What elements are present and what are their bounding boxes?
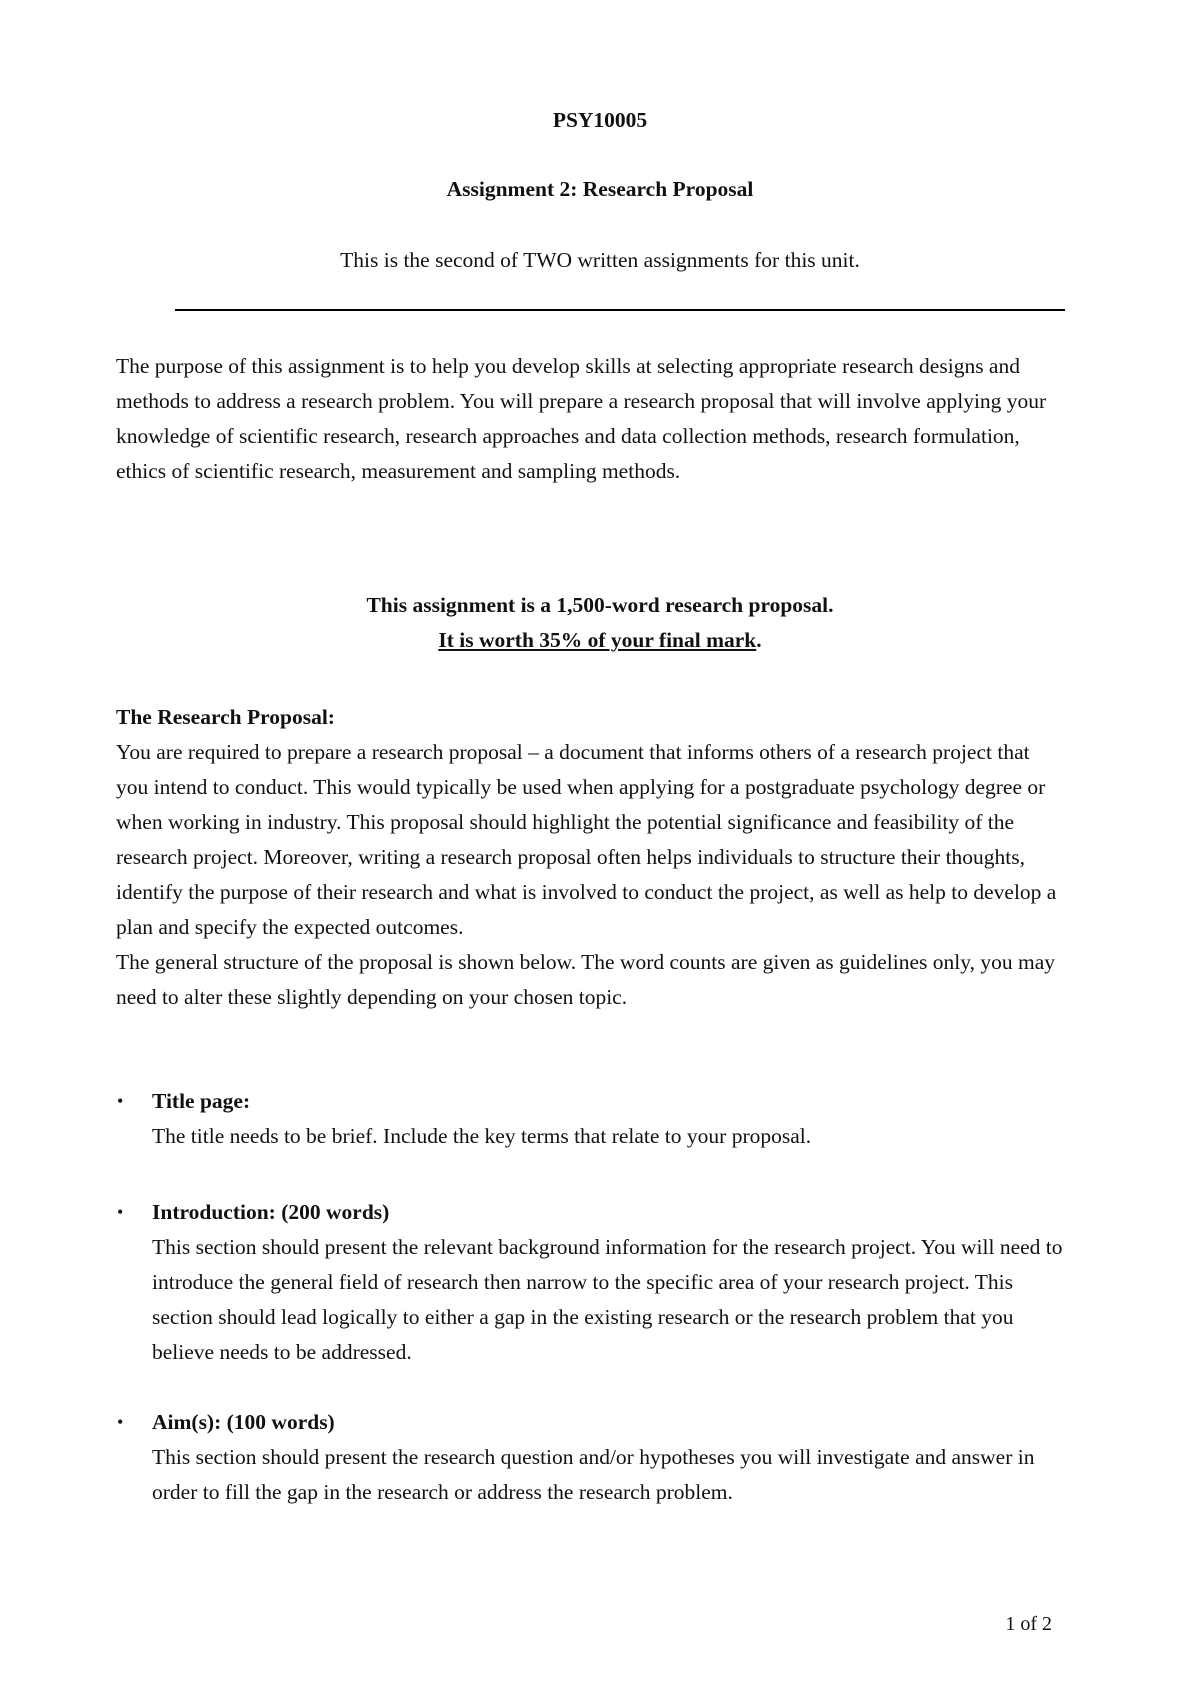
bullet-icon: • — [117, 1202, 124, 1222]
list-item-body: This section should present the relevant background information for the research project. You will need to introduce the general field of research then narrow to the specific area of your research project. This section should lead logically to either a gap in the existing research or the research problem that you believe needs to be addressed. — [152, 1235, 1063, 1364]
bullet-icon: • — [117, 1412, 124, 1432]
bullet-icon: • — [117, 1091, 124, 1111]
list-item-title: Introduction: (200 words) — [152, 1200, 390, 1224]
purpose-paragraph: The purpose of this assignment is to help you develop skills at selecting appropriate research designs and methods to address a research problem. You will prepare a research proposal that will involve applying your knowledge of scientific research, research approaches and data collection methods, research formulation, ethics of scientific research, measurement and sampling methods. — [116, 354, 1047, 483]
list-item-introduction — [152, 1195, 1072, 1370]
word-count-line: This assignment is a 1,500-word research proposal. — [366, 593, 834, 617]
proposal-paragraph-1: You are required to prepare a research proposal – a document that informs others of a research project that you intend to conduct. This would typically be used when applying for a postgraduate psychology degree or when working in industry. This proposal should highlight the potential significance and feasibility of the research project. Moreover, writing a research proposal often helps individuals to structure their thoughts, identify the purpose of their research and what is involved to conduct the project, as well as help to develop a plan and specify the expected outcomes. — [116, 740, 1057, 939]
proposal-paragraph-2: The general structure of the proposal is shown below. The word counts are given as guidelines only, you may need to alter these slightly depending on your chosen topic. — [116, 950, 1055, 1009]
horizontal-rule — [175, 309, 1065, 311]
list-item-title-page — [152, 1084, 1072, 1154]
assignment-title: Assignment 2: Research Proposal — [446, 177, 754, 201]
list-item-title: Aim(s): (100 words) — [152, 1410, 335, 1434]
worth-period: . — [756, 628, 762, 652]
page-number: 1 of 2 — [1005, 1613, 1052, 1635]
list-item-title: Title page: — [152, 1089, 251, 1113]
worth-text: It is worth 35% of your final mark — [438, 628, 757, 652]
list-item-aims — [152, 1405, 1072, 1510]
worth-line — [0, 628, 1200, 653]
list-item-body: This section should present the research question and/or hypotheses you will investigate and answer in order to fill the gap in the research or address the research problem. — [152, 1445, 1035, 1504]
proposal-heading: The Research Proposal: — [116, 705, 335, 729]
proposal-section — [116, 700, 1066, 1015]
assignment-subtitle: This is the second of TWO written assignments for this unit. — [340, 248, 860, 272]
list-item-body: The title needs to be brief. Include the key terms that relate to your proposal. — [152, 1124, 812, 1148]
course-code: PSY10005 — [552, 108, 648, 132]
